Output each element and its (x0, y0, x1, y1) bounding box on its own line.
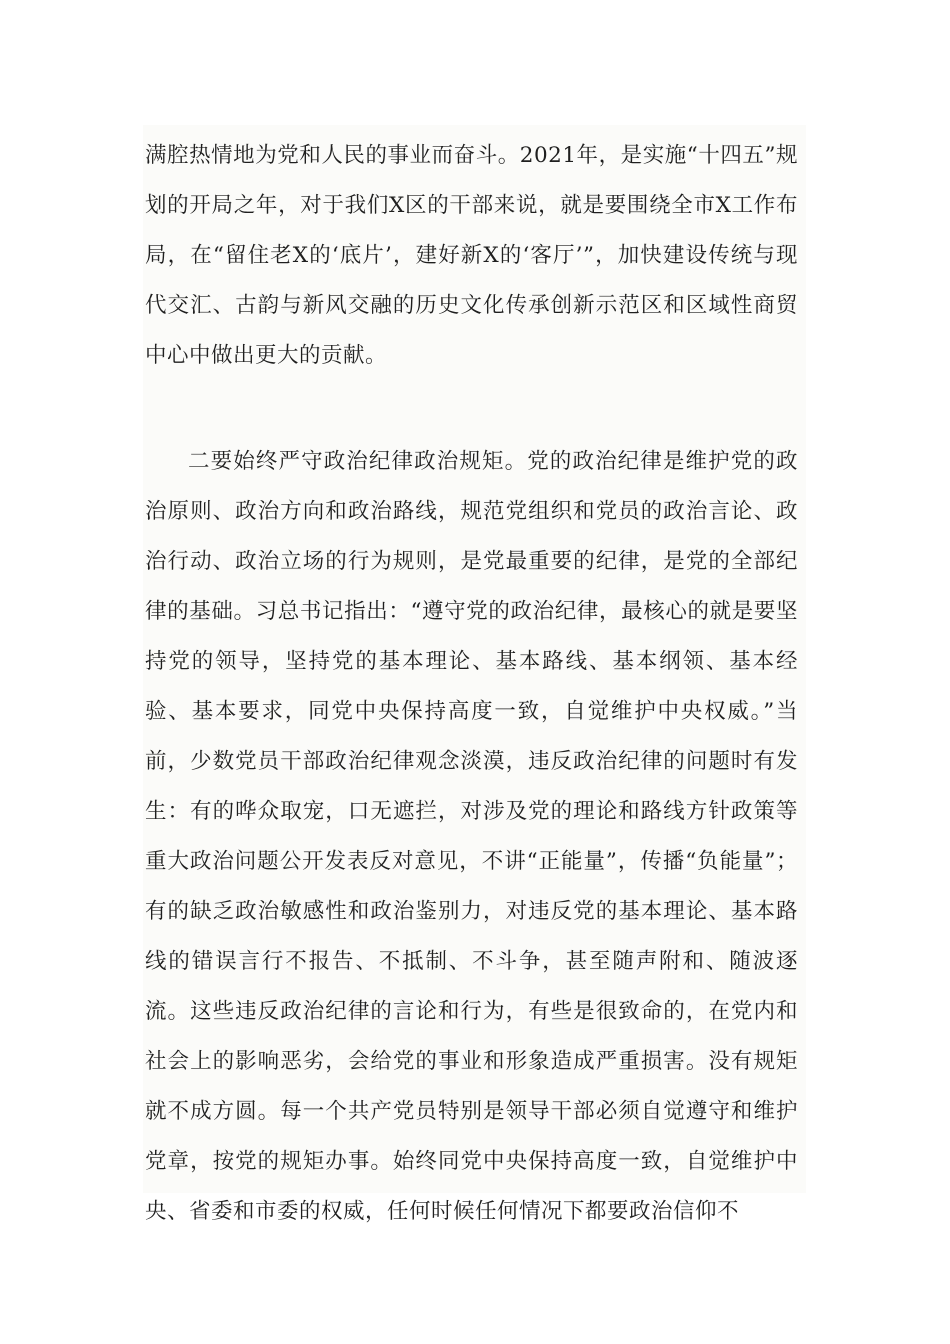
document-text-block (143, 125, 806, 1224)
paragraph-political-discipline: 二要始终严守政治纪律政治规矩。党的政治纪律是维护党的政治原则、政治方向和政治路线，规范党组织和党员的政治言论、政治行动、政治立场的行为规则，是党最重要的纪律，是党的全部纪律的基础。习总书记指出：“遵守党的政治纪律，最核心的就是要坚持党的领导，坚持党的基本理论、基本路线、基本纲领、基本经验、基本要求，同党中央保持高度一致，自觉维护中央权威。”当前，少数党员干部政治纪律观念淡漠，违反政治纪律的问题时有发生：有的哗众取宠，口无遮拦，对涉及党的理论和路线方针政策等重大政治问题公开发表反对意见，不讲“正能量”，传播“负能量”；有的缺乏政治敏感性和政治鉴别力，对违反党的基本理论、基本路线的错误言行不报告、不抵制、不斗争，甚至随声附和、随波逐流。这些违反政治纪律的言论和行为，有些是很致命的，在党内和社会上的影响恶劣，会给党的事业和形象造成严重损害。没有规矩就不成方圆。每一个共产党员特别是领导干部必须自觉遵守和维护党章，按党的规矩办事。始终同党中央保持高度一致，自觉维护中央、省委和市委的权威，任何时候任何情况下都要政治信仰不 (145, 449, 798, 1224)
paragraph-continuation: 满腔热情地为党和人民的事业而奋斗。2021年，是实施“十四五”规划的开局之年，对于我们X区的干部来说，就是要围绕全市X工作布局，在“留住老X的‘底片’，建好新X的‘客厅’”，加快建设传统与现代交汇、古韵与新风交融的历史文化传承创新示范区和区域性商贸中心中做出更大的贡献。 (145, 143, 798, 368)
